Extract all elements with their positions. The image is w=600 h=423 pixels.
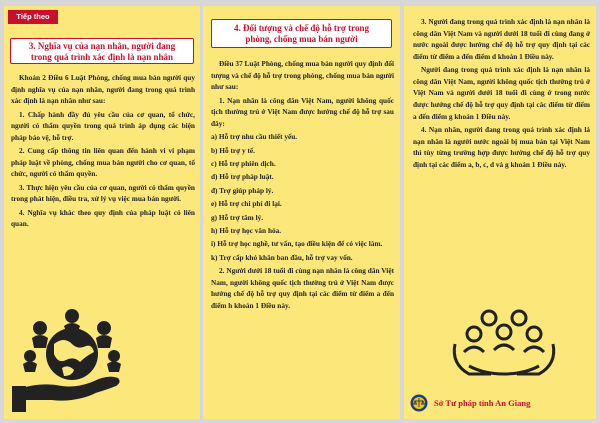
paragraph: 2. Người dưới 18 tuổi đi cùng nạn nhân là công dân Việt Nam, người không quốc tịch thường trú ở Việt Nam được hưởng chế độ hỗ trợ quy định tại các điểm từ điểm a đến điểm h khoản 1 Điều này. — [211, 266, 394, 310]
panel-right — [404, 6, 596, 419]
section-title-line: trong quá trình xác định là nạn nhân — [30, 52, 174, 62]
section-title-4 — [211, 19, 392, 48]
list-item: k) Trợ cấp khó khăn ban đầu, hỗ trợ vay vốn. — [211, 252, 353, 262]
footer — [404, 390, 596, 416]
justice-seal-icon — [410, 394, 428, 412]
section-title-line: phòng, chống mua bán người — [245, 34, 358, 44]
paragraph: 1. Chấp hành đầy đủ yêu cầu của cơ quan, tổ chức, người có thẩm quyền trong quá trình áp dụng các biện pháp bảo vệ, hỗ trợ. — [11, 109, 195, 142]
section-body — [413, 16, 590, 172]
section-title-line: 3. Nghĩa vụ của nạn nhân, người đang — [28, 41, 176, 51]
hands-holding-people-globe-icon — [12, 306, 132, 414]
list-item: c) Hỗ trợ phiên dịch. — [211, 158, 276, 168]
panel-middle — [203, 6, 400, 419]
list-item: h) Hỗ trợ học văn hóa. — [211, 225, 282, 235]
section-body — [11, 72, 195, 232]
list-item: b) Hỗ trợ y tế. — [211, 145, 255, 155]
paragraph: Khoản 2 Điều 6 Luật Phòng, chống mua bán người quy định nghĩa vụ của nạn nhân, người đang trong quá trình xác định là nạn nhân như sau: — [11, 73, 195, 106]
continue-tag: Tiếp theo — [8, 10, 58, 24]
paragraph: Người đang trong quá trình xác định là nạn nhân là công dân Việt Nam, người không quốc tịch thường trú ở Việt Nam và người dưới 18 tuổi đi cùng ở trong nước được hưởng chế độ hỗ trợ quy định tại các điểm từ điểm a đến điểm g khoản 1 Điều này. — [413, 65, 590, 121]
paragraph: 3. Thực hiện yêu cầu của cơ quan, người có thẩm quyền trong phát hiện, điều tra, xử lý vụ việc mua bán người. — [11, 182, 195, 204]
paragraph: 4. Nạn nhân, người đang trong quá trình xác định là nạn nhân là người nước ngoài bị mua bán tại Việt Nam thì tùy từng trường hợp được hưởng chế độ hỗ trợ quy định tại các điểm a, b, c, d và g khoản 1 Điều này. — [413, 124, 590, 169]
list-item: e) Hỗ trợ chi phí đi lại. — [211, 199, 282, 209]
list-item: d) Hỗ trợ pháp luật. — [211, 172, 274, 182]
paragraph: Điều 37 Luật Phòng, chống mua bán người quy định đối tượng và chế độ hỗ trợ trong phòng, chống mua bán người như sau: — [211, 59, 394, 92]
list-item: i) Hỗ trợ học nghề, tư vấn, tạo điều kiện để có việc làm. — [211, 239, 383, 249]
paragraph: 4. Nghĩa vụ khác theo quy định của pháp luật có liên quan. — [11, 207, 195, 229]
paragraph: 1. Nạn nhân là công dân Việt Nam, người không quốc tịch thường trú ở Việt Nam được hưởng chế độ hỗ trợ sau đây: — [211, 95, 394, 128]
paragraph: 3. Người đang trong quá trình xác định là nạn nhân là công dân Việt Nam và người dưới 18 tuổi đi cùng đang ở nước ngoài được hưởng chế độ hỗ trợ quy định tại các điểm từ điểm a đến điểm d khoản 1 Điều này. — [413, 17, 590, 61]
panel-left — [4, 6, 200, 419]
hands-holding-group-icon — [449, 304, 559, 384]
list-item: g) Hỗ trợ tâm lý. — [211, 212, 264, 222]
list-item: đ) Trợ giúp pháp lý. — [211, 185, 274, 195]
list-item: a) Hỗ trợ nhu cầu thiết yếu. — [211, 132, 298, 142]
section-title-line: 4. Đối tượng và chế độ hỗ trợ trong — [234, 23, 369, 33]
paragraph: 2. Cung cấp thông tin liên quan đến hành vi vi phạm pháp luật về phòng, chống mua bán người cho cơ quan, tổ chức, người có thẩm quyền. — [11, 146, 195, 179]
section-body — [211, 58, 394, 313]
organization-name: Sở Tư pháp tỉnh An Giang — [434, 398, 531, 408]
section-title-3 — [10, 38, 194, 64]
